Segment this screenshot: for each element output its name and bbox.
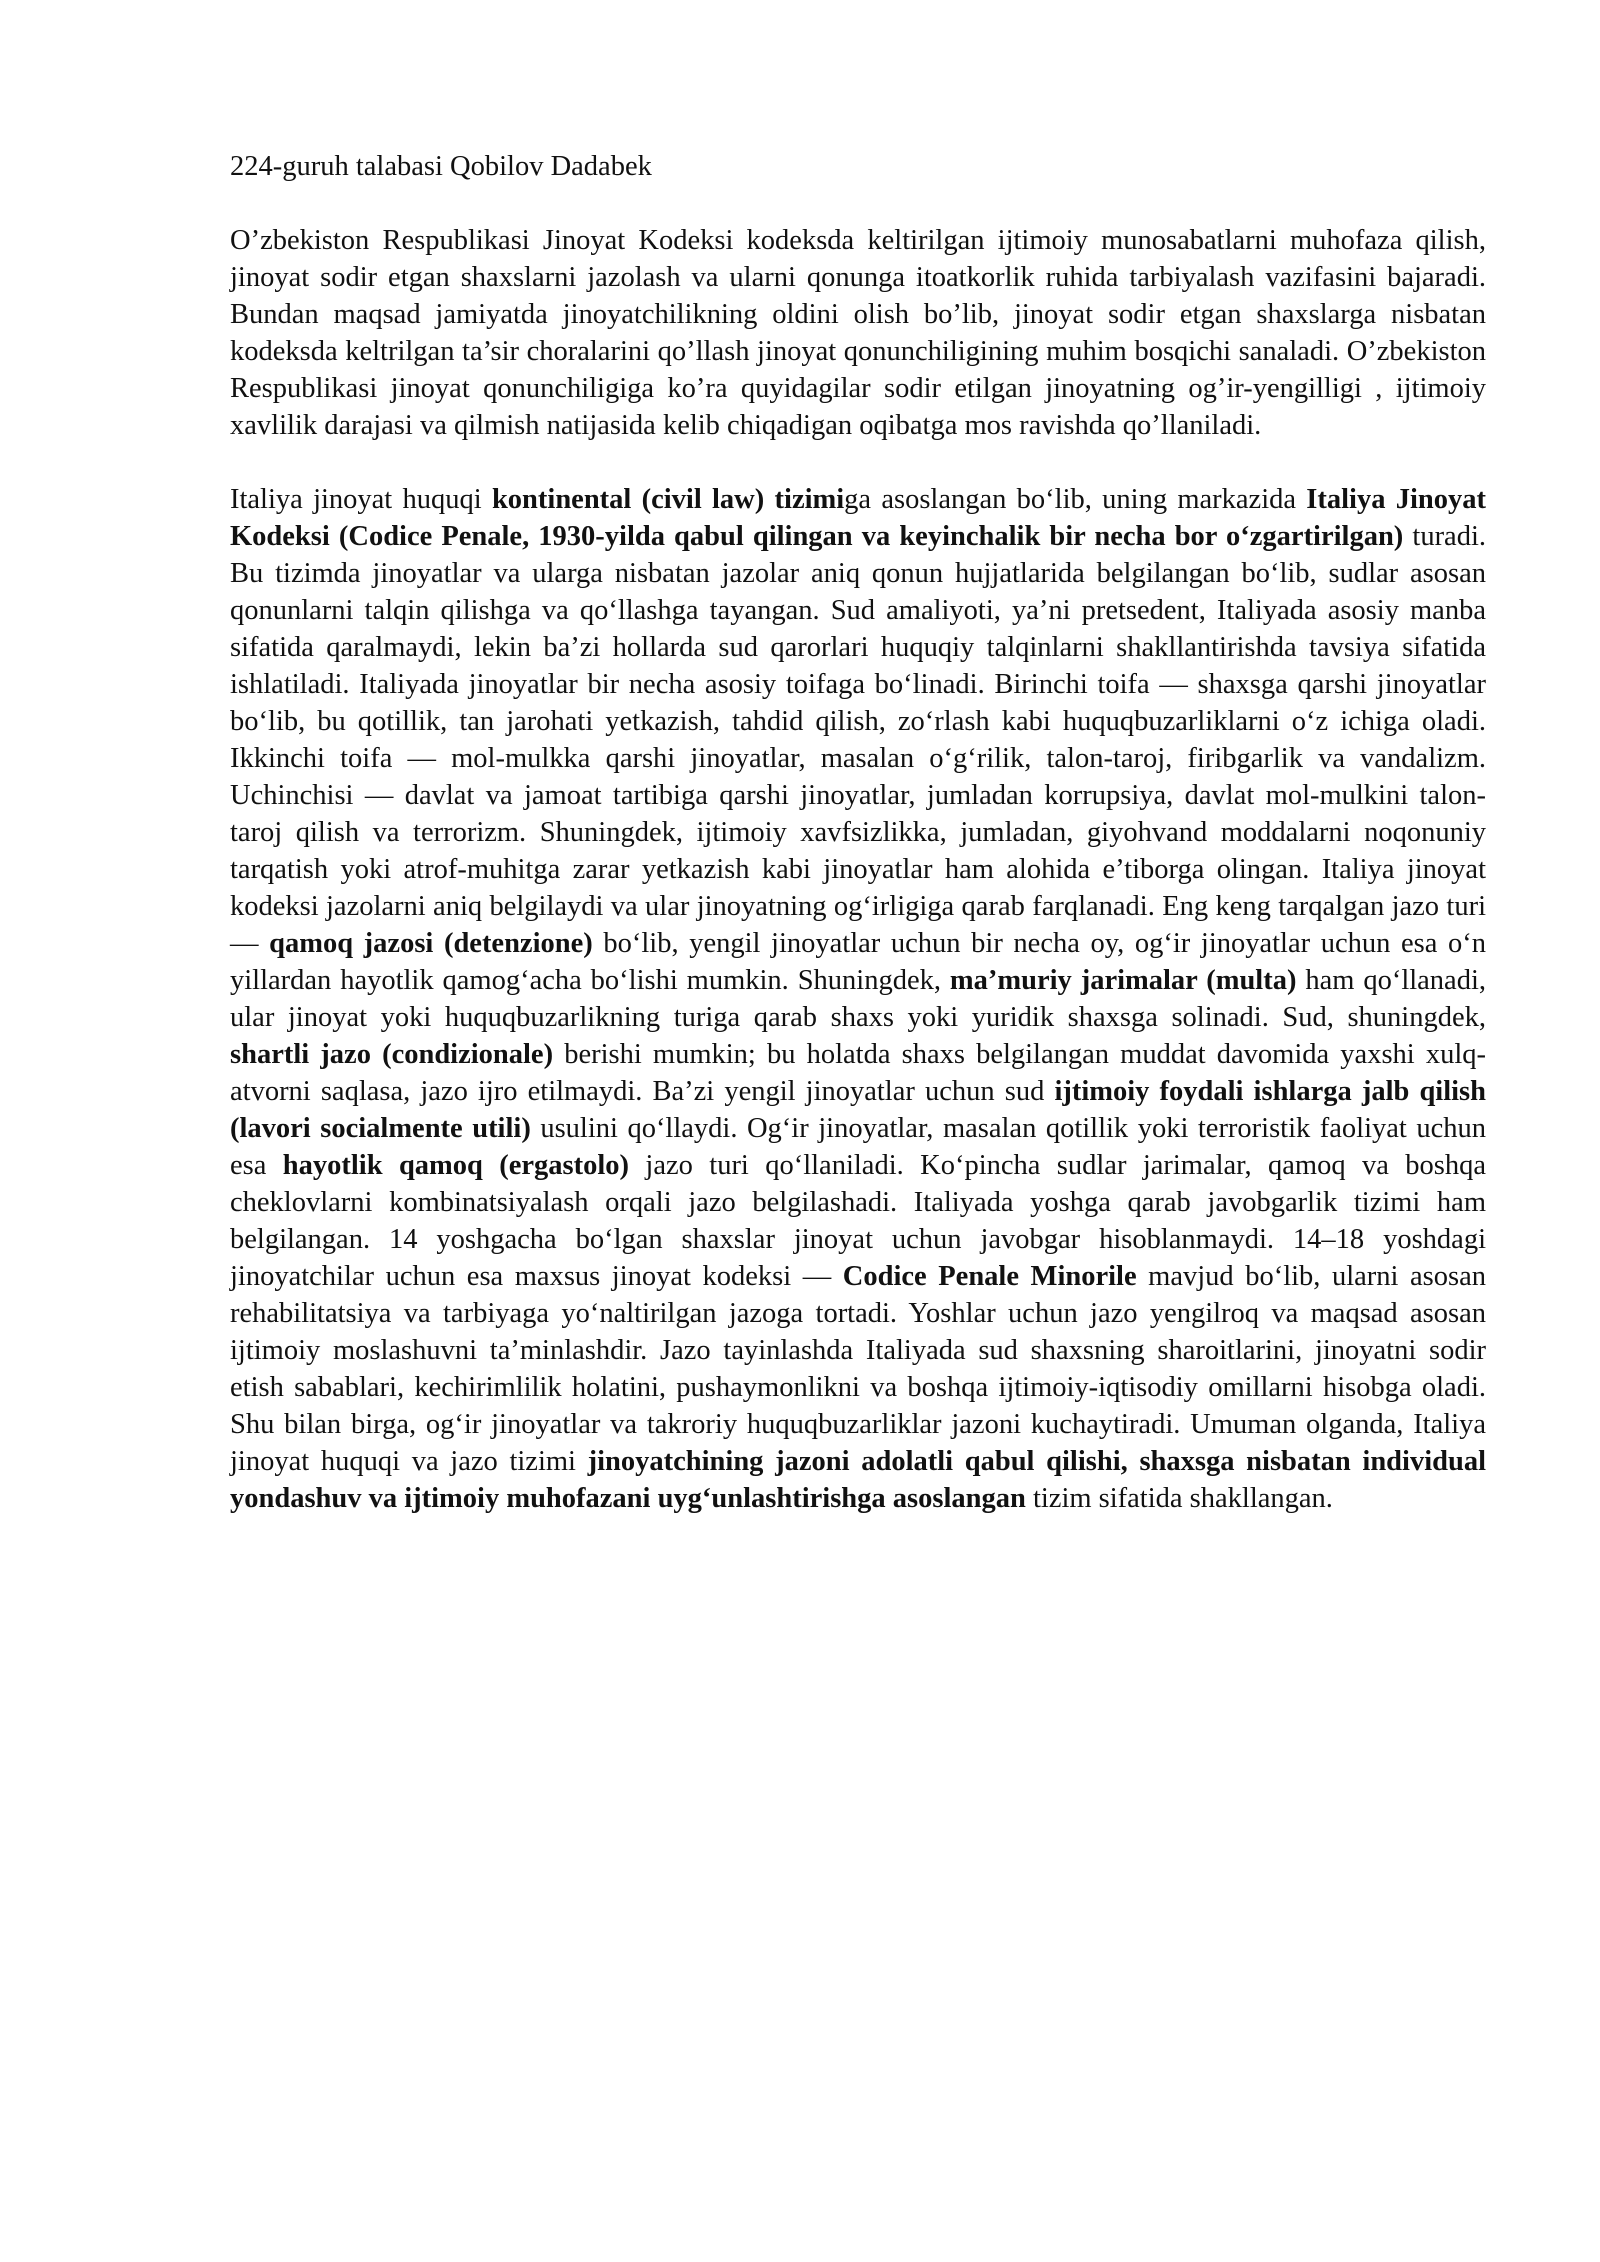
paragraph [230, 222, 1486, 444]
text-run: tizim sifatida shakllangan. [1025, 1483, 1333, 1514]
document-page [230, 148, 1486, 1554]
bold-text: kontinental (civil law) tizimi [491, 484, 845, 515]
text-run: Italiya jinoyat huquqi [230, 484, 492, 515]
document-body [230, 222, 1486, 1517]
text-run: bo‘lib, yengil jinoyatlar uchun bir necha oy, og‘ir jinoyatlar uchun esa o‘n yillardan hayotlik qamog‘acha bo‘lishi mumkin. Shuningdek, [230, 928, 1487, 996]
text-run: jazo turi qo‘llaniladi. Ko‘pincha sudlar jarimalar, qamoq va boshqa cheklovlarni kombinatsiyalash orqali jazo belgilashadi. Italiyada yoshga qarab javobgarlik tizimi ham belgilangan. 14 yoshgacha bo‘lgan shaxslar jinoyat uchun javobgar hisoblanmaydi. 14–18 yoshdagi jinoyatchilar uchun esa maxsus jinoyat kodeksi — [230, 1150, 1487, 1292]
text-run: turadi. Bu tizimda jinoyatlar va ularga nisbatan jazolar aniq qonun hujjatlarida belgilangan bo‘lib, sudlar asosan qonunlarni talqin qilishga va qo‘llashga tayangan. Sud amaliyoti, ya’ni pretsedent, Italiyada asosiy manba sifatida qaralmaydi, lekin ba’zi hollarda sud qarorlari huquqiy talqinlarni shakllantirishda tavsiya sifatida ishlatiladi. Italiyada jinoyatlar bir necha asosiy toifaga bo‘linadi. Birinchi toifa — shaxsga qarshi jinoyatlar bo‘lib, bu qotillik, tan jarohati yetkazish, tahdid qilish, zo‘rlash kabi huquqbuzarliklarni o‘z ichiga oladi. Ikkinchi toifa — mol-mulkka qarshi jinoyatlar, masalan o‘g‘rilik, talon-taroj, firibgarlik va vandalizm. Uchinchisi — davlat va jamoat tartibiga qarshi jinoyatlar, jumladan korrupsiya, davlat mol-mulkini talon-taroj qilish va terrorizm. Shuningdek, ijtimoiy xavfsizlikka, jumladan, giyohvand moddalarni noqonuniy tarqatish yoki atrof-muhitga zarar yetkazish kabi jinoyatlar ham alohida e’tiborga olingan. Italiya jinoyat kodeksi jazolarni aniq belgilaydi va ular jinoyatning og‘irligiga qarab farqlanadi. Eng keng tarqalgan jazo turi — [230, 521, 1487, 959]
bold-text: ma’muriy jarimalar (multa) [949, 965, 1297, 996]
bold-text: qamoq jazosi (detenzione) [269, 928, 593, 959]
bold-text: shartli jazo (condizionale) [230, 1039, 554, 1070]
text-run: ga asoslangan bo‘lib, uning markazida [844, 484, 1307, 515]
document-heading: 224-guruh talabasi Qobilov Dadabek [230, 151, 652, 182]
text-run: usulini qo‘llaydi. Og‘ir jinoyatlar, masalan qotillik yoki terroristik faoliyat uchun esa [230, 1113, 1486, 1181]
bold-text: ijtimoiy foydali ishlarga jalb qilish (lavori socialmente utili) [230, 1076, 1486, 1144]
bold-text: hayotlik qamoq (ergastolo) [282, 1150, 630, 1181]
text-run: berishi mumkin; bu holatda shaxs belgilangan muddat davomida yaxshi xulq-atvorni saqlasa, jazo ijro etilmaydi. Ba’zi yengil jinoyatlar uchun sud [230, 1039, 1486, 1107]
bold-text: jinoyatchining jazoni adolatli qabul qilishi, shaxsga nisbatan individual yondashuv va ijtimoiy muhofazani uyg‘unlashtirishga asoslangan [230, 1446, 1486, 1514]
bold-text: Italiya Jinoyat Kodeksi (Codice Penale, 1930-yilda qabul qilingan va keyinchalik bir necha bor o‘zgartirilgan) [230, 484, 1486, 552]
text-run: mavjud bo‘lib, ularni asosan rehabilitatsiya va tarbiyaga yo‘naltirilgan jazoga tortadi. Yoshlar uchun jazo yengilroq va maqsad asosan ijtimoiy moslashuvni ta’minlashdir. Jazo tayinlashda Italiyada sud shaxsning sharoitlarini, jinoyatni sodir etish sabablari, kechirimlilik holatini, pushaymonlikni va boshqa ijtimoiy-iqtisodiy omillarni hisobga oladi. Shu bilan birga, og‘ir jinoyatlar va takroriy huquqbuzarliklar jazoni kuchaytiradi. Umuman olganda, Italiya jinoyat huquqi va jazo tizimi [230, 1261, 1486, 1477]
text-run: ham qo‘llanadi, ular jinoyat yoki huquqbuzarlikning turiga qarab shaxs yoki yuridik shaxsga solinadi. Sud, shuningdek, [230, 965, 1487, 1033]
paragraph [230, 481, 1486, 1517]
text-run: O’zbekiston Respublikasi Jinoyat Kodeksi kodeksda keltirilgan ijtimoiy munosabatlarni muhofaza qilish, jinoyat sodir etgan shaxslarni jazolash va ularni qonunga itoatkorlik ruhida tarbiyalash vazifasini bajaradi. Bundan maqsad jamiyatda jinoyatchilikning oldini olish bo’lib, jinoyat sodir etgan shaxslarga nisbatan kodeksda keltrilgan ta’sir choralarini qo’llash jinoyat qonunchiligining muhim bosqichi sanaladi. O’zbekiston Respublikasi jinoyat qonunchiligiga ko’ra quyidagilar sodir etilgan jinoyatning og’ir-yengilligi , ijtimoiy xavlilik darajasi va qilmish natijasida kelib chiqadigan oqibatga mos ravishda qo’llaniladi. [230, 225, 1486, 441]
bold-text: Codice Penale Minorile [842, 1261, 1137, 1292]
